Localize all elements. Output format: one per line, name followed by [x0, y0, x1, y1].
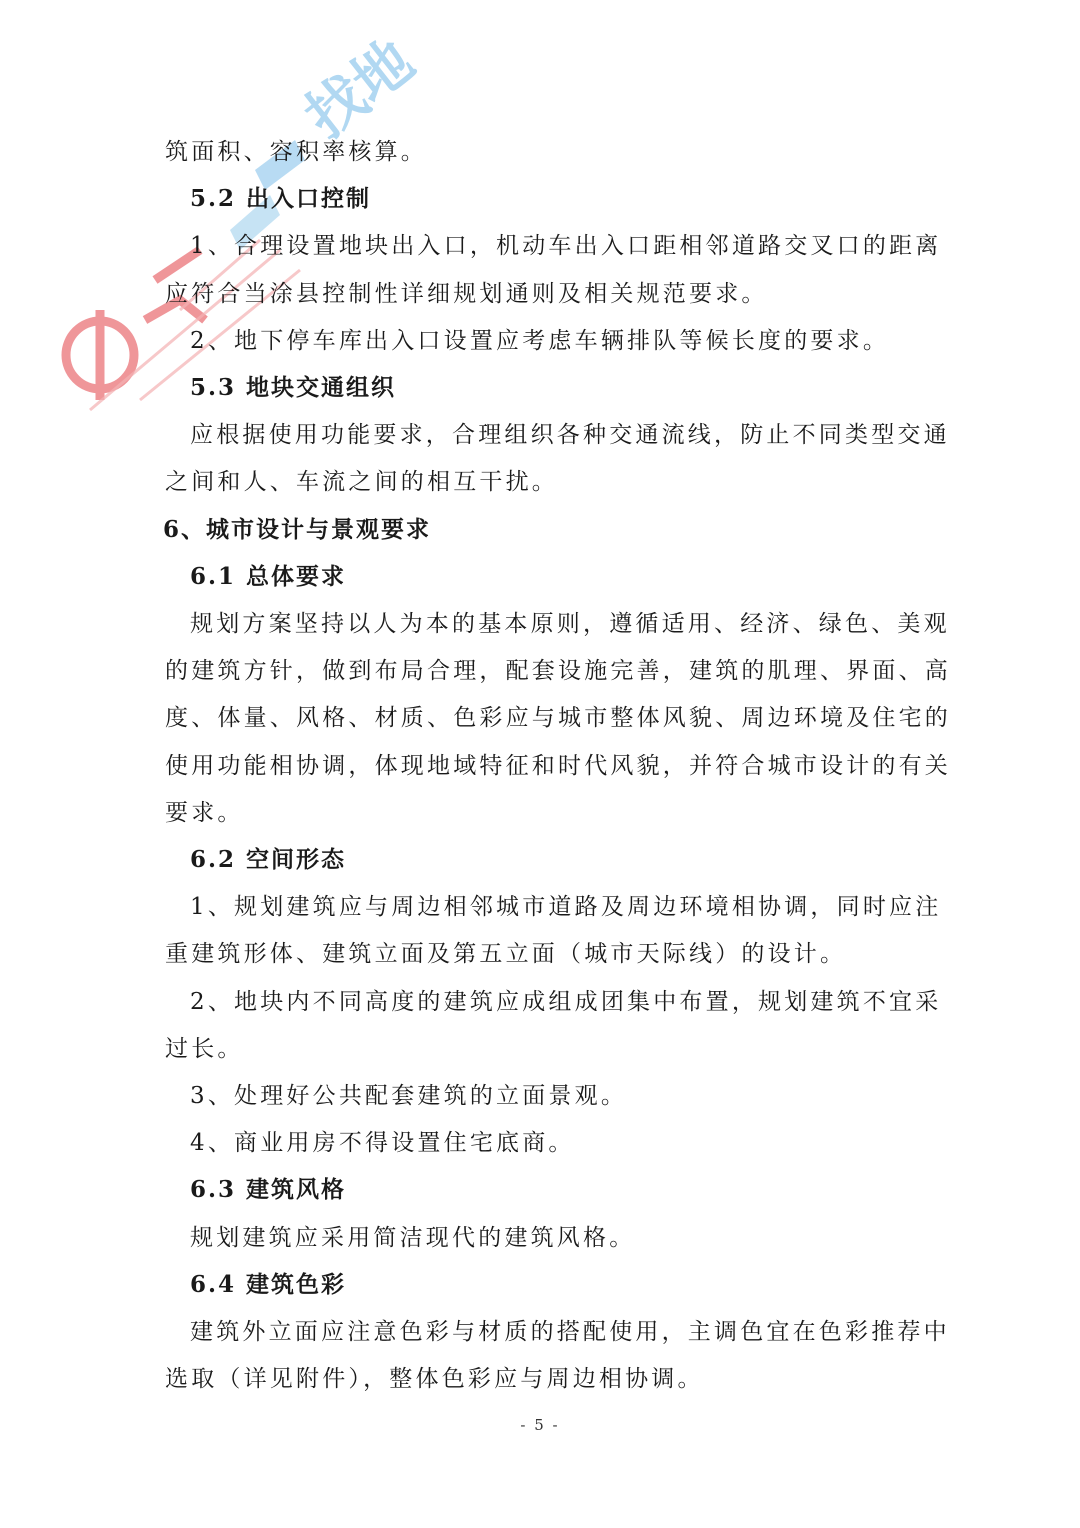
paragraph-line: 应符合当涂县控制性详细规划通则及相关规范要求。 — [165, 280, 768, 307]
paragraph-line: 选取（详见附件），整体色彩应与周边相协调。 — [165, 1366, 704, 1393]
paragraph-line: 度、体量、风格、材质、色彩应与城市整体风貌、周边环境及住宅的 — [165, 705, 951, 732]
watermark-blue-text — [293, 27, 426, 152]
paragraph-line: 要求。 — [165, 799, 244, 826]
paragraph-first-line: 1、合理设置地块出入口，机动车出入口距相邻道路交叉口的距离 — [190, 233, 942, 260]
section-subheading: 6.2 空间形态 — [190, 846, 347, 873]
paragraph-first-line: 建筑外立面应注意色彩与材质的搭配使用，主调色宜在色彩推荐中 — [190, 1319, 950, 1345]
watermark-text: 找地 — [292, 26, 427, 152]
paragraph-line: 使用功能相协调，体现地域特征和时代风貌，并符合城市设计的有关 — [165, 752, 951, 779]
paragraph-line: 筑面积、容积率核算。 — [165, 139, 427, 165]
paragraph-line: 重建筑形体、建筑立面及第五立面（城市天际线）的设计。 — [165, 941, 847, 968]
section-subheading: 6.1 总体要求 — [190, 562, 347, 590]
section-heading: 6、城市设计与景观要求 — [163, 515, 432, 543]
paragraph-first-line: 4、商业用房不得设置住宅底商。 — [190, 1130, 575, 1157]
watermark-red-mark — [66, 250, 205, 400]
paragraph-first-line: 应根据使用功能要求，合理组织各种交通流线，防止不同类型交通 — [190, 422, 950, 449]
section-subheading: 6.4 建筑色彩 — [190, 1270, 347, 1298]
paragraph-line: 过长。 — [165, 1035, 244, 1062]
paragraph-first-line: 3、处理好公共配套建筑的立面景观。 — [190, 1083, 628, 1109]
paragraph-first-line: 2、地下停车库出入口设置应考虑车辆排队等候长度的要求。 — [190, 327, 890, 354]
paragraph-first-line: 1、规划建筑应与周边相邻城市道路及周边环境相协调，同时应注 — [190, 894, 942, 921]
paragraph-line: 的建筑方针，做到布局合理，配套设施完善，建筑的肌理、界面、高 — [165, 658, 951, 685]
paragraph-first-line: 2、地块内不同高度的建筑应成组成团集中布置，规划建筑不宜采 — [190, 988, 942, 1015]
page-number: - 5 - — [520, 1416, 560, 1434]
paragraph-first-line: 规划方案坚持以人为本的基本原则，遵循适用、经济、绿色、美观 — [190, 611, 950, 637]
paragraph-first-line: 规划建筑应采用简洁现代的建筑风格。 — [190, 1224, 636, 1251]
section-subheading: 6.3 建筑风格 — [190, 1176, 347, 1204]
section-subheading: 5.3 地块交通组织 — [190, 374, 397, 401]
section-subheading: 5.2 出入口控制 — [190, 185, 372, 213]
paragraph-line: 之间和人、车流之间的相互干扰。 — [165, 469, 558, 496]
